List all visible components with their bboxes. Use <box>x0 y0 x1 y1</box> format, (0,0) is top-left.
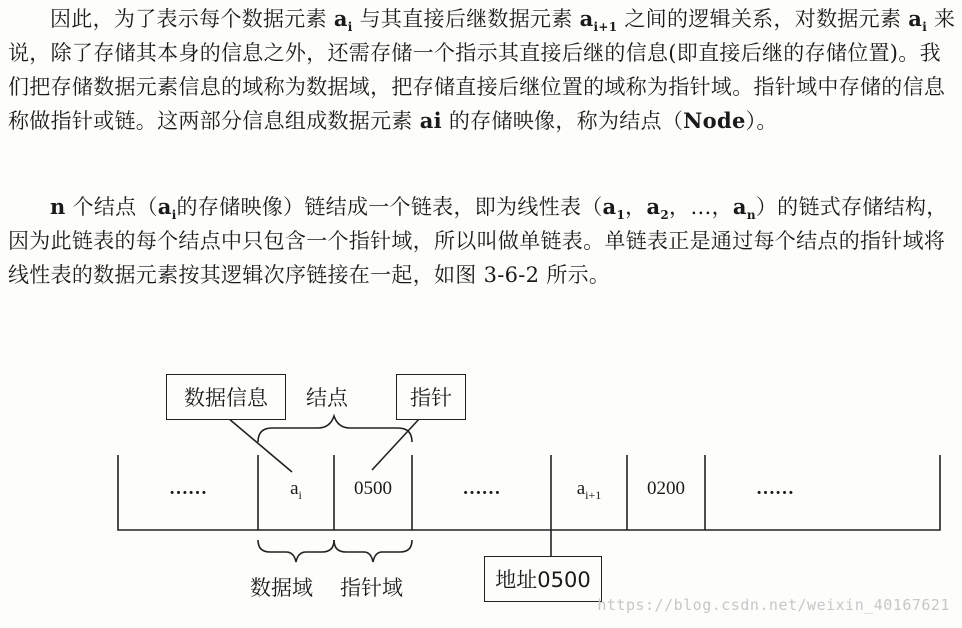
node-label: 结点 <box>306 386 348 410</box>
data-field-label: 数据域 <box>250 576 313 600</box>
paragraph-1: 因此，为了表示每个数据元素 $a_i$ 与其直接后继数据元素 $a_{i+1}$ 之间的逻辑关系，对数据元素 $a_i$ 来说，除了存储其本身的信息之外，还需存储一个指示其直接后继的信息(即直接后继的存储位置)。我们把存储数据元素信息的域称为数据域，把存储直接后继位置的域称为指针域。指针域中存储的信息称做指针或链。这两部分信息组成数据元素 ai 的存储映像，称为结点（Node）。 <box>8 6 956 133</box>
cell-ellipsis-2: …… <box>462 478 501 499</box>
data-field-brace <box>258 540 334 562</box>
cell-data-ai: $a_i$ <box>290 478 302 502</box>
cell-data-ai1: $a_{i+1}$ <box>576 478 602 502</box>
data-info-pointer-line <box>228 418 292 472</box>
cell-pointer-0500: 0500 <box>354 478 392 499</box>
cell-ellipsis-3: …… <box>756 478 794 499</box>
data-info-box: 数据信息 <box>166 374 286 420</box>
pointer-box: 指针 <box>396 374 466 420</box>
pointer-field-label: 指针域 <box>340 576 403 600</box>
cell-pointer-0200: 0200 <box>647 478 685 499</box>
pointer-field-brace <box>334 540 412 562</box>
watermark: https://blog.csdn.net/weixin_40167621 <box>597 596 950 614</box>
paragraph-2: n 个结点（$a_i$的存储映像）链结成一个链表，即为线性表（$a_1$，$a_2$，…，$a_n$）的链式存储结构，因为此链表的每个结点中只包含一个指针域，所以叫做单链表。单链表正是通过每个结点的指针域将线性表的数据元素按其逻辑次序链接在一起，如图 3-6-2 所示。 <box>8 194 948 287</box>
address-box: 地址0500 <box>484 556 602 602</box>
cell-ellipsis-1: …… <box>169 478 207 499</box>
